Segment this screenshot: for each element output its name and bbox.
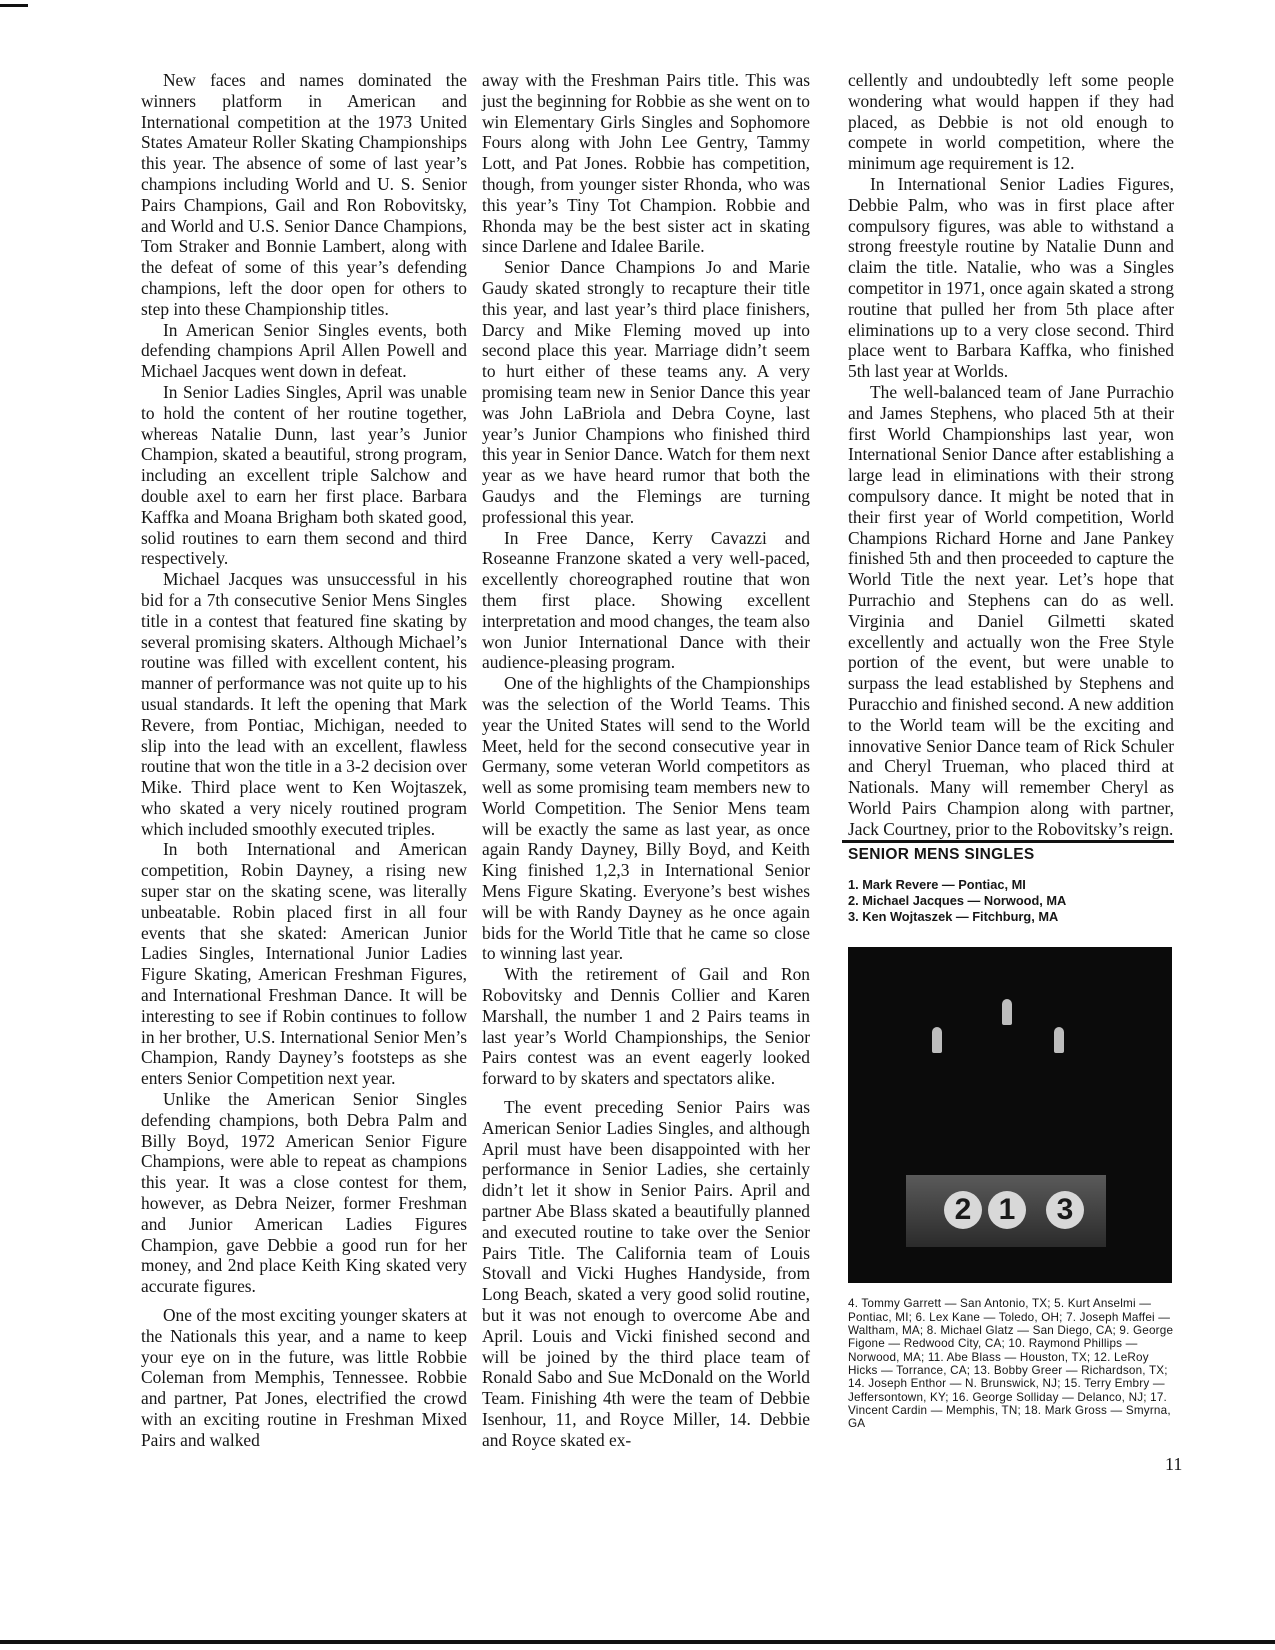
paragraph: Senior Dance Champions Jo and Marie Gaudy skated strongly to recapture their title this year, and last year’s third place finishers, Darcy and Mike Fleming moved up into second place this year. Marriage didn’t seem to hurt either of these teams any. A very promising team new in Senior Dance this year was John LaBriola and Debra Coyne, last year’s Junior Champions who finished third this year in Senior Dance. Watch for them next year as we have heard rumor that both the Gaudys and the Flemings are turning professional this year. (482, 257, 810, 527)
paragraph: With the retirement of Gail and Ron Robovitsky and Dennis Collier and Karen Marshall, the number 1 and 2 Pairs teams in last year’s World Championships, the Senior Pairs contest was an event eagerly looked forward to by skaters and spectators alike. (482, 964, 810, 1089)
paragraph: The well-balanced team of Jane Purrachio and James Stephens, who placed 5th at their first World Championships last year, won International Senior Dance after establishing a large lead in eliminations with their strong compulsory dance. It might be noted that in their first year of World competition, World Champions Richard Horne and Jane Pankey finished 5th and then proceeded to capture the World Title the next year. Let’s hope that Purrachio and Stephens can do as well. Virginia and Daniel Gilmetti skated excellently and actually won the Free Style portion of the event, but were unable to surpass the lead established by Stephens and Puracchio and finished second. A new addition to the World team will be the exciting and innovative Senior Dance team of Rick Schuler and Cheryl Trueman, who placed third at Nationals. Many will remember Cheryl as World Pairs Champion along with partner, Jack Courtney, prior to the Robovitsky’s reign. (848, 381, 1175, 839)
paragraph: One of the highlights of the Championships was the selection of the World Teams. This year the United States will send to the World Meet, held for the second consecutive year in Germany, some veteran World competitors as well as some promising team members new to World Competition. The Senior Mens team will be exactly the same as last year, as once again Randy Dayney, Billy Boyd, and Keith King finished 1,2,3 in International Senior Mens Figure Skating. Everyone’s best wishes will be with Randy Dayney as he once again bids for the World Title that he came so close to winning last year. (482, 673, 810, 964)
list-item: 2. Michael Jacques — Norwood, MA (848, 893, 1067, 909)
results-divider (842, 840, 1174, 843)
paragraph: One of the most exciting younger skaters at the Nationals this year, and a name to keep your eye on in the future, was little Robbie Coleman from Memphis, Tennessee. Robbie and partner, Pat Jones, electrified the crowd with an exciting routine in Freshman Mixed Pairs and walked (141, 1305, 467, 1450)
skater-figure (1002, 999, 1012, 1025)
paragraph: The event preceding Senior Pairs was American Senior Ladies Singles, and although April must have been disappointed with her performance in Senior Ladies, she certainly didn’t let it show in Senior Pairs. April and partner Abe Blass skated a beautifully planned and executed routine to take over the Senior Pairs Title. The California team of Louis Stovall and Vicki Hughes Handyside, from Long Beach, skated a very good solid routine, but it was not enough to overcome Abe and April. Louis and Vicki finished second and will be joined by the third place team of Ronald Sabo and Sue McDonald on the World Team. Finishing 4th were the team of Debbie Isenhour, 11, and Royce Miller, 14. Debbie and Royce skated ex- (482, 1097, 810, 1450)
paragraph: In both International and American competition, Robin Dayney, a rising new super star on the skating scene, was literally unbeatable. Robin placed first in all four events that she skated: American Junior Ladies Singles, International Junior Ladies Figure Skating, American Freshman Figures, and International Freshman Dance. It will be interesting to see if Robin continues to follow in her brother, U.S. International Senior Men’s Champion, Randy Dayney’s footsteps as she enters Senior Competition next year. (141, 839, 467, 1089)
results-title: SENIOR MENS SINGLES (848, 846, 1035, 864)
paragraph: In American Senior Singles events, both defending champions April Allen Powell and Michael Jacques went down in defeat. (141, 319, 467, 382)
page-number: 11 (1165, 1454, 1183, 1474)
paragraph: In Free Dance, Kerry Cavazzi and Roseanne Franzone skated a very well-paced, excellently choreographed routine that won them first place. Showing excellent interpretation and mood changes, the team also won Junior International Dance with their audience-pleasing program. (482, 527, 810, 673)
paragraph: In Senior Ladies Singles, April was unable to hold the content of her routine together, whereas Natalie Dunn, last year’s Junior Champion, skated a beautiful, strong program, including an excellent triple Salchow and double axel to earn her first place. Barbara Kaffka and Moana Brigham both skated good, solid routines to earn them second and third respectively. (141, 381, 467, 569)
paragraph: New faces and names dominated the winners platform in American and International competition at the 1973 United States Amateur Roller Skating Championships this year. The absence of some of last year’s champions including World and U. S. Senior Pairs Champions, Gail and Ron Robovitsky, and World and U.S. Senior Dance Champions, Tom Straker and Bonnie Lambert, along with the defeat of some of this year’s defending champions, left the door open for others to step into these Championship titles. (141, 70, 467, 319)
paragraph: In International Senior Ladies Figures, Debbie Palm, who was in first place after compulsory figures, was able to withstand a strong freestyle routine by Natalie Dunn and claim the title. Natalie, who was a Singles competitor in 1971, once again skated a strong routine that pulled her from 5th place after eliminations up to a very close second. Third place went to Barbara Kaffka, who finished 5th last year at Worlds. (848, 173, 1174, 382)
top-three-list (848, 877, 1174, 925)
place-number: 3 (1046, 1191, 1084, 1229)
article-column-2 (482, 70, 810, 1451)
paragraph: Unlike the American Senior Singles defending champions, both Debra Palm and Billy Boyd, 1972 American Senior Figure Champions, were able to repeat as champions this year. It was a close contest for them, however, as Debra Neizer, former Freshman and Junior American Ladies Figures Champion, gave Debbie a good run for her money, and 2nd place Keith King skated very accurate figures. (141, 1089, 467, 1297)
paragraph: cellently and undoubtedly left some people wondering what would happen if they had placed, as Debbie is not old enough to compete in world competition, where the minimum age requirement is 12. (848, 70, 1174, 174)
article-column-1 (141, 70, 467, 1451)
skater-figure (1054, 1027, 1064, 1053)
paragraph: away with the Freshman Pairs title. This was just the beginning for Robbie as she went on to win Elementary Girls Singles and Sophomore Fours along with John Lee Gentry, Tammy Lott, and Pat Jones. Robbie has competition, though, from younger sister Rhonda, who was this year’s Tiny Tot Champion. Robbie and Rhonda may be the best sister act in skating since Darlene and Idalee Barile. (482, 70, 810, 257)
article-column-3 (848, 70, 1174, 1430)
list-item: 3. Ken Wojtaszek — Fitchburg, MA (848, 909, 1059, 925)
corner-mark (0, 4, 28, 7)
podium-photo (848, 947, 1172, 1283)
paragraph: Michael Jacques was unsuccessful in his bid for a 7th consecutive Senior Mens Singles title in a contest that featured fine skating by several promising skaters. Although Michael’s routine was filled with excellent content, his manner of performance was not quite up to his usual standards. It left the opening that Mark Revere, from Pontiac, Michigan, needed to slip into the lead with an excellent, flawless routine that won the title in a 3-2 decision over Mike. Third place went to Ken Wojtaszek, who skated a very nicely routined program which included smoothly executed triples. (141, 569, 467, 839)
list-item: 1. Mark Revere — Pontiac, MI (848, 877, 1026, 893)
place-number: 2 (944, 1191, 982, 1229)
place-number: 1 (988, 1191, 1026, 1229)
bottom-rule (0, 1640, 1275, 1644)
other-placings: 4. Tommy Garrett — San Antonio, TX; 5. Kurt Anselmi — Pontiac, MI; 6. Lex Kane — Toledo, OH; 7. Joseph Maffei — Waltham, MA; 8. Michael Glatz — San Diego, CA; 9. George Figone — Redwood City, CA; 10. Raymond Phillips — Norwood, MA; 11. Abe Blass — Houston, TX; 12. LeRoy Hicks — Torrance, CA; 13. Bobby Greer — Richardson, TX; 14. Joseph Enthor — N. Brunswick, NJ; 15. Terry Embry — Jeffersontown, KY; 16. George Solliday — Delanco, NJ; 17. Vincent Cardin — Memphis, TN; 18. Mark Gross — Smyrna, GA (848, 1297, 1174, 1431)
skater-figure (932, 1027, 942, 1053)
